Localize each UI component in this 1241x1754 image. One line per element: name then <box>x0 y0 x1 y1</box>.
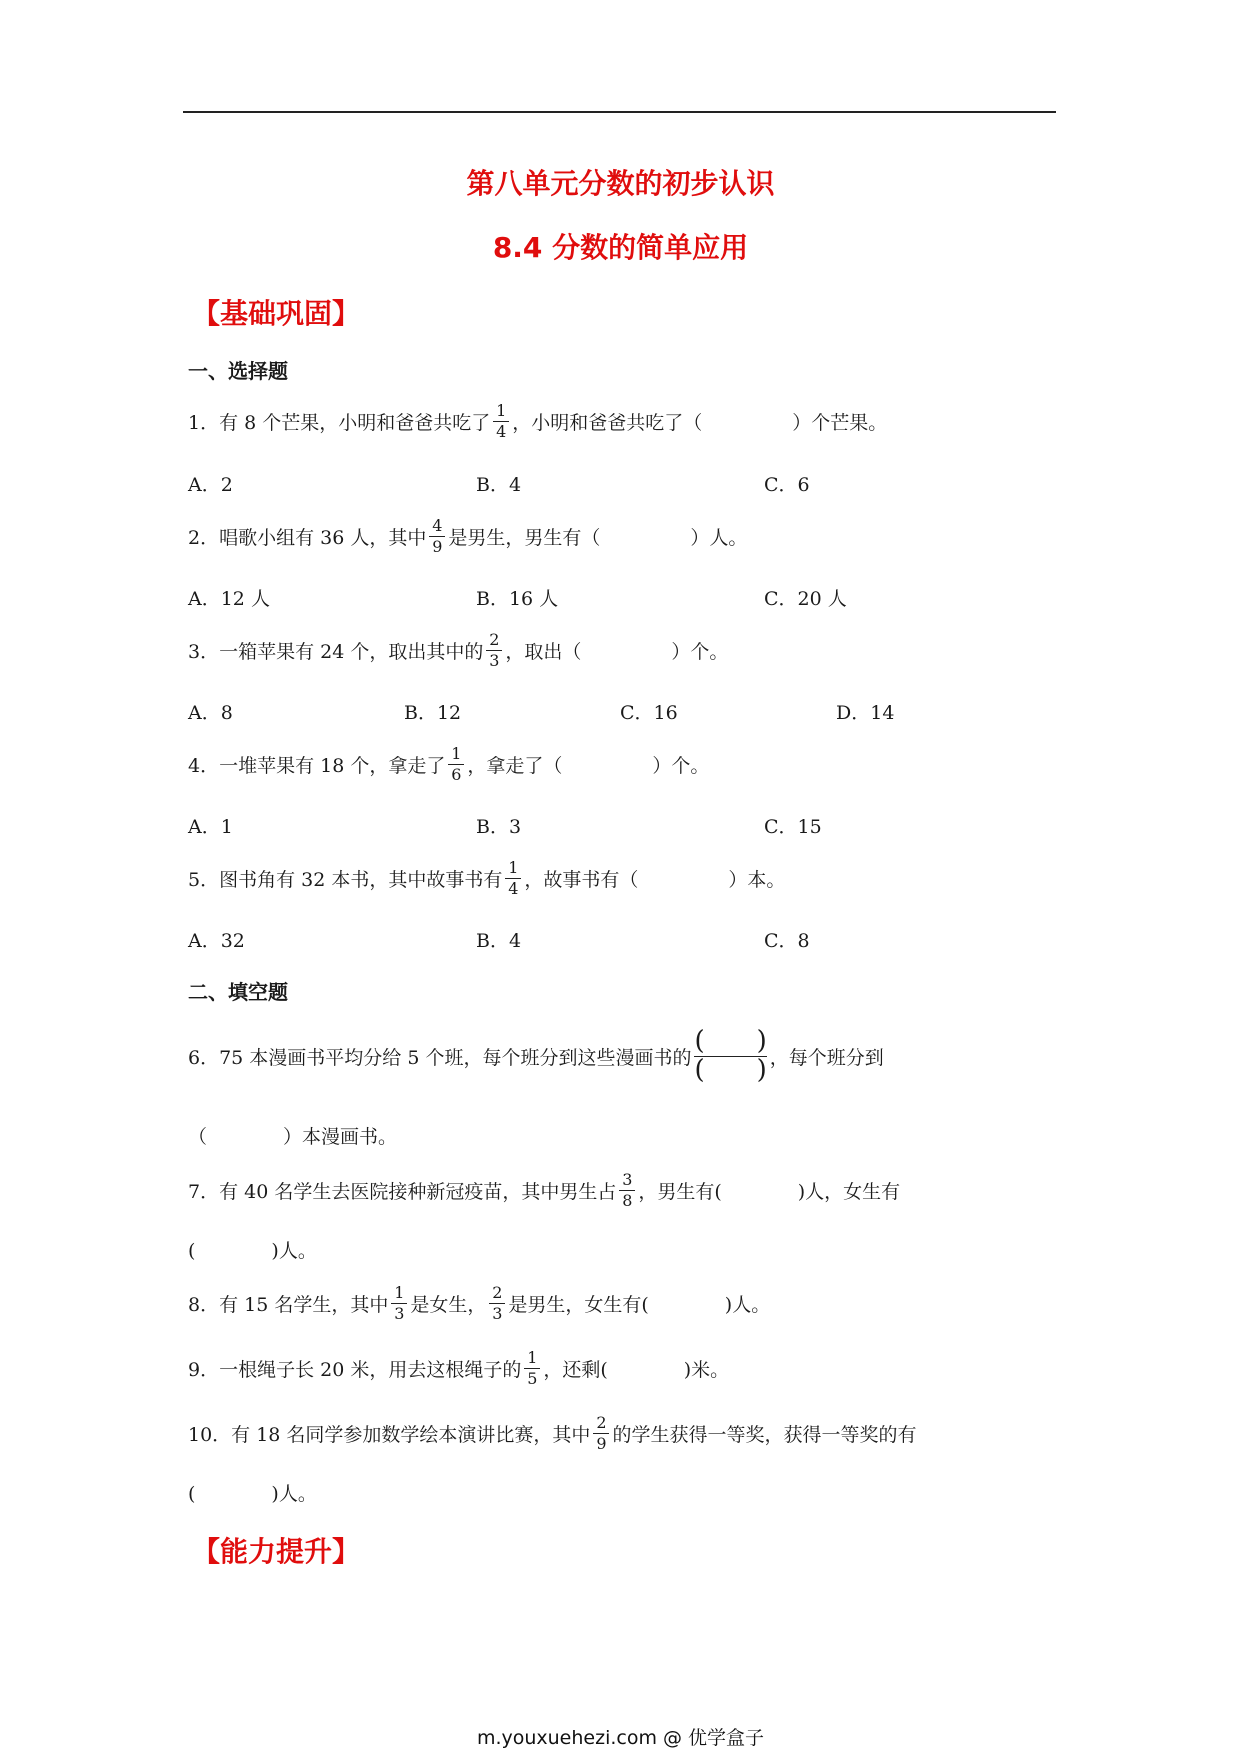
question-2 <box>188 518 747 555</box>
q1-text-b: ，小明和爸爸共吃了（ <box>512 412 703 434</box>
q1-text-a: 1．有 8 个芒果，小明和爸爸共吃了 <box>188 412 491 434</box>
q4-option-a: A．1 <box>188 816 233 838</box>
q4-option-c: C．15 <box>764 816 822 838</box>
question-8 <box>188 1285 770 1322</box>
q9-text-b: ，还剩( )米。 <box>543 1359 730 1381</box>
q3-text-c: ）个。 <box>671 641 729 663</box>
question-5 <box>188 860 785 897</box>
q3-num: 2 <box>486 632 502 651</box>
q2-text-b: 是男生，男生有（ <box>448 527 601 549</box>
q8-den-1: 3 <box>394 1304 405 1323</box>
q4-text-c: ）个。 <box>652 755 710 777</box>
q5-option-a: A．32 <box>188 930 245 952</box>
q2-num: 4 <box>429 518 445 537</box>
q6-text-a: 6．75 本漫画书平均分给 5 个班，每个班分到这些漫画书的 <box>188 1047 692 1069</box>
q6-line2: （ ）本漫画书。 <box>188 1126 398 1148</box>
band-advanced: 【能力提升】 <box>192 1535 361 1568</box>
q1-option-a: A．2 <box>188 474 233 496</box>
q4-num: 1 <box>448 746 464 765</box>
q6-blank-fraction <box>694 1028 766 1085</box>
header-rule <box>183 111 1056 113</box>
q5-option-b: B．4 <box>476 930 522 952</box>
q8-fraction-2 <box>489 1285 505 1322</box>
q7-text-a: 7．有 40 名学生去医院接种新冠疫苗，其中男生占 <box>188 1181 617 1203</box>
q10-line2: ( )人。 <box>188 1483 317 1505</box>
question-9 <box>188 1350 729 1387</box>
q6-text-b: ，每个班分到 <box>769 1047 884 1069</box>
q6-blank-num: ( ) <box>694 1026 767 1056</box>
q3-option-d: D．14 <box>836 702 895 724</box>
q8-num-1: 1 <box>391 1285 407 1304</box>
q5-text-c: ）本。 <box>728 869 786 891</box>
q8-text-c: 是男生，女生有( )人。 <box>508 1294 771 1316</box>
q10-text-a: 10．有 18 名同学参加数学绘本演讲比赛，其中 <box>188 1424 591 1446</box>
q4-fraction <box>448 746 464 783</box>
q7-fraction <box>619 1172 635 1209</box>
q5-text-b: ，故事书有（ <box>524 869 639 891</box>
question-1 <box>188 403 887 440</box>
q1-num: 1 <box>493 403 509 422</box>
q6-blank-den: ( ) <box>694 1055 767 1085</box>
q1-den: 4 <box>496 422 507 441</box>
q5-num: 1 <box>505 860 521 879</box>
band-basic: 【基础巩固】 <box>192 297 361 330</box>
q10-num: 2 <box>593 1415 609 1434</box>
q3-text-b: ，取出（ <box>505 641 582 663</box>
q4-text-b: ，拿走了（ <box>467 755 563 777</box>
q5-option-c: C．8 <box>764 930 810 952</box>
q2-text-a: 2．唱歌小组有 36 人，其中 <box>188 527 427 549</box>
question-7 <box>188 1172 900 1209</box>
section-choice-title: 一、选择题 <box>188 359 288 383</box>
q7-line2: ( )人。 <box>188 1240 317 1262</box>
q5-fraction <box>505 860 521 897</box>
q5-den: 4 <box>508 879 519 898</box>
q10-text-b: 的学生获得一等奖，获得一等奖的有 <box>612 1424 917 1446</box>
q3-text-a: 3．一箱苹果有 24 个，取出其中的 <box>188 641 484 663</box>
q7-text-b: ，男生有( )人，女生有 <box>638 1181 901 1203</box>
q4-den: 6 <box>451 765 462 784</box>
q3-fraction <box>486 632 502 669</box>
q9-den: 5 <box>527 1369 538 1388</box>
q2-option-b: B．16 人 <box>476 588 559 610</box>
q2-den: 9 <box>432 537 443 556</box>
q1-fraction <box>493 403 509 440</box>
q3-option-b: B．12 <box>404 702 462 724</box>
q8-den-2: 3 <box>492 1304 503 1323</box>
q8-text-a: 8．有 15 名学生，其中 <box>188 1294 389 1316</box>
q7-num: 3 <box>619 1172 635 1191</box>
question-4 <box>188 746 709 783</box>
q3-option-a: A．8 <box>188 702 233 724</box>
question-6 <box>188 1028 884 1085</box>
q3-den: 3 <box>489 651 500 670</box>
q4-text-a: 4．一堆苹果有 18 个，拿走了 <box>188 755 446 777</box>
q3-option-c: C．16 <box>620 702 678 724</box>
q9-num: 1 <box>524 1350 540 1369</box>
q9-text-a: 9．一根绳子长 20 米，用去这根绳子的 <box>188 1359 522 1381</box>
q1-text-c: ）个芒果。 <box>792 412 888 434</box>
q8-text-b: 是女生， <box>410 1294 487 1316</box>
q2-option-a: A．12 人 <box>188 588 270 610</box>
q5-text-a: 5．图书角有 32 本书，其中故事书有 <box>188 869 503 891</box>
q9-fraction <box>524 1350 540 1387</box>
q7-den: 8 <box>622 1191 633 1210</box>
question-3 <box>188 632 728 669</box>
q2-option-c: C．20 人 <box>764 588 847 610</box>
q10-fraction <box>593 1415 609 1452</box>
q8-num-2: 2 <box>489 1285 505 1304</box>
page-subtitle: 8.4 分数的简单应用 <box>492 231 749 264</box>
q1-option-c: C．6 <box>764 474 810 496</box>
q2-fraction <box>429 518 445 555</box>
q2-text-c: ）人。 <box>690 527 748 549</box>
q10-den: 9 <box>596 1434 607 1453</box>
page-title: 第八单元分数的初步认识 <box>466 167 775 200</box>
question-10 <box>188 1415 916 1452</box>
q8-fraction-1 <box>391 1285 407 1322</box>
footer-watermark: m.youxuehezi.com @ 优学盒子 <box>476 1727 765 1749</box>
section-fill-title: 二、填空题 <box>188 980 288 1004</box>
q4-option-b: B．3 <box>476 816 522 838</box>
q1-option-b: B．4 <box>476 474 522 496</box>
